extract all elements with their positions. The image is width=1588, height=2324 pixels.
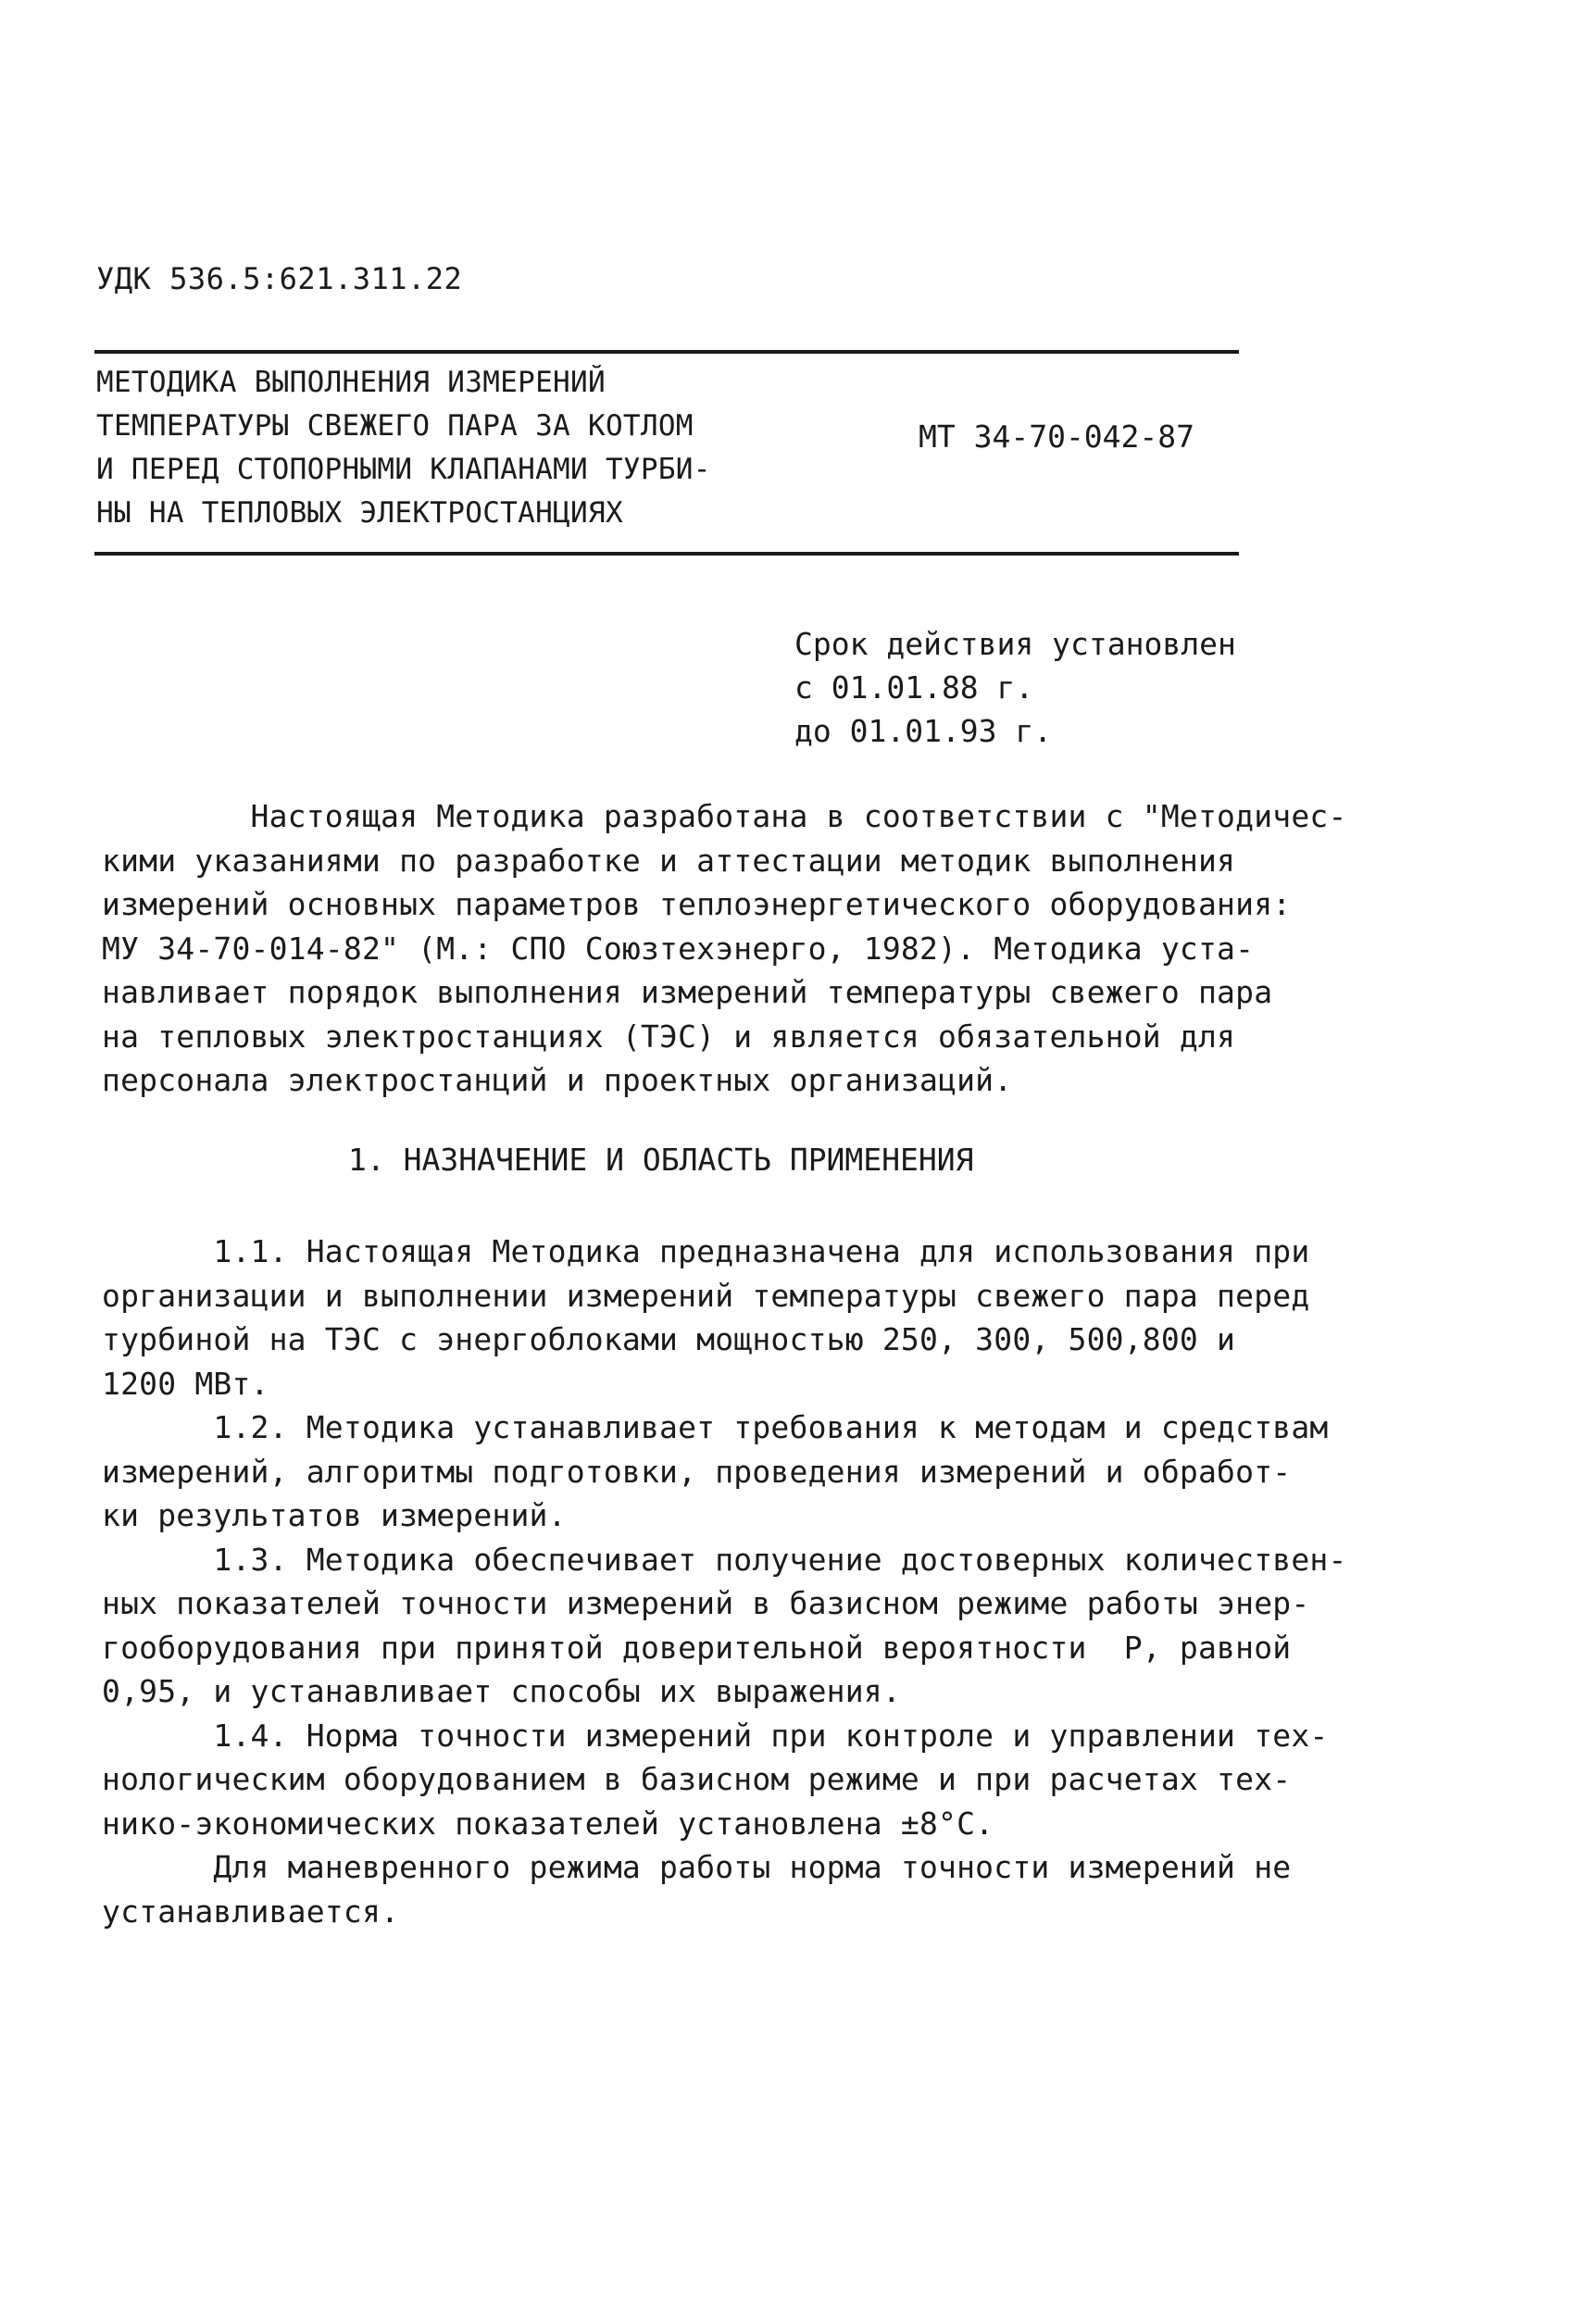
text-line: кими указаниями по разработке и аттестации методик выполнения [102,842,1236,879]
text-line: 1.1. Настоящая Методика предназначена для использования при [102,1233,1310,1269]
text-line: персонала электростанций и проектных организаций. [102,1062,1013,1098]
title-line: ТЕМПЕРАТУРЫ СВЕЖЕГО ПАРА ЗА КОТЛОМ [96,409,694,443]
text-line: 1.3. Методика обеспечивает получение достоверных количествен- [102,1541,1347,1578]
text-line: навливает порядок выполнения измерений температуры свежего пара [102,974,1273,1010]
validity-line: Срок действия установлен [794,626,1236,662]
title-line: МЕТОДИКА ВЫПОЛНЕНИЯ ИЗМЕРЕНИЙ [96,366,606,399]
text-line: 1.2. Методика устанавливает требования к методам и средствам [102,1409,1329,1445]
text-line: ки результатов измерений. [102,1497,567,1533]
intro-paragraph [102,794,1347,1103]
text-line: Для маневренного режима работы норма точности измерений не [102,1849,1292,1885]
text-line: измерений, алгоритмы подготовки, проведения измерений и обработ- [102,1453,1292,1490]
section-heading: 1. НАЗНАЧЕНИЕ И ОБЛАСТЬ ПРИМЕНЕНИЯ [348,1142,974,1178]
validity-period [794,622,1236,753]
document-code: МТ 34-70-042-87 [919,419,1195,455]
text-line: устанавливается. [102,1893,400,1930]
text-line: 0,95, и устанавливает способы их выражения. [102,1673,901,1709]
text-line: 1.4. Норма точности измерений при контроле и управлении тех- [102,1717,1329,1754]
title-bottom-rule [94,552,1239,556]
text-line: 1200 МВт. [102,1365,269,1402]
text-line: Настоящая Методика разработана в соответствии с "Методичес- [102,798,1347,834]
title-top-rule [94,350,1239,354]
title-line: НЫ НА ТЕПЛОВЫХ ЭЛЕКТРОСТАНЦИЯХ [96,496,623,530]
validity-line: до 01.01.93 г. [794,713,1053,749]
validity-line: с 01.01.88 г. [794,669,1034,706]
document-title [96,361,800,535]
text-line: на тепловых электростанциях (ТЭС) и является обязательной для [102,1018,1236,1055]
text-line: МУ 34-70-014-82" (М.: СПО Союзтехэнерго, 1982). Методика уста- [102,930,1255,967]
text-line: турбиной на ТЭС с энергоблоками мощностью 250, 300, 500,800 и [102,1321,1236,1357]
section-clauses [102,1230,1347,1933]
text-line: организации и выполнении измерений температуры свежего пара перед [102,1277,1310,1314]
text-line: измерений основных параметров теплоэнергетического оборудования: [102,886,1292,922]
text-line: нологическим оборудованием в базисном режиме и при расчетах тех- [102,1761,1292,1797]
text-line: гооборудования при принятой доверительной вероятности Р, равной [102,1629,1292,1666]
text-line: ных показателей точности измерений в базисном режиме работы энер- [102,1585,1310,1621]
text-line: нико-экономических показателей установлена ±8°С. [102,1805,994,1842]
udk-code: УДК 536.5:621.311.22 [96,261,463,296]
title-line: И ПЕРЕД СТОПОРНЫМИ КЛАПАНАМИ ТУРБИ- [96,453,711,486]
